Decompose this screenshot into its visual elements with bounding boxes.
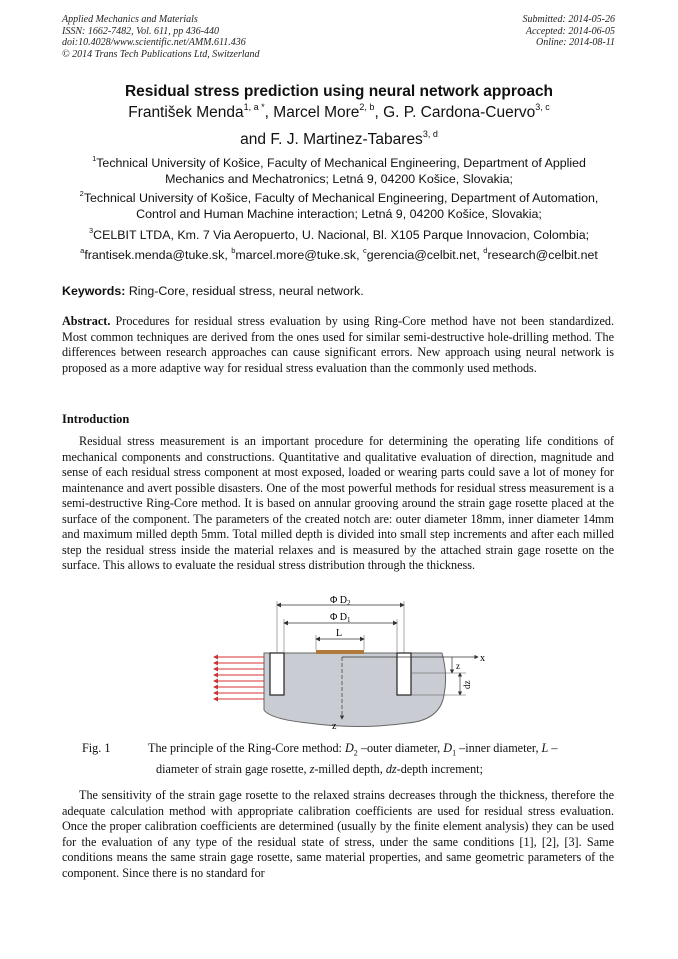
affiliation xyxy=(40,156,638,187)
paper-title: Residual stress prediction using neural network approach xyxy=(124,83,554,100)
online-date: Online: 2014-08-11 xyxy=(536,37,615,48)
ring-core-diagram xyxy=(208,595,498,733)
groove-right xyxy=(397,653,411,695)
caption-symbol: z xyxy=(309,762,315,777)
affiliation-line: Technical University of Košice, Faculty of Mechanical Engineering, Department of Applied xyxy=(96,156,586,170)
caption-symbol: dz xyxy=(385,762,397,777)
journal-header xyxy=(62,14,260,60)
affiliation-line: CELBIT LTDA, Km. 7 Via Aeropuerto, U. Nacional, Bl. X105 Parque Innovacion, Colombia; xyxy=(93,228,590,242)
caption-text: The principle of the Ring-Core method: xyxy=(148,741,345,755)
author-sup: 3, d xyxy=(422,129,438,139)
accepted-date: Accepted: 2014-06-05 xyxy=(525,25,615,37)
caption-text: –inner diameter, xyxy=(456,741,542,755)
email-sup: a xyxy=(80,246,85,255)
doi: doi:10.4028/www.scientific.net/AMM.611.436 xyxy=(62,37,246,48)
email-list: $^a$frantisek.menda@tuke.sk, $^b$marcel.more@tuke.sk, $^c$gerencia@celbit.net, $^d$research@celbit.net xyxy=(80,246,598,262)
caption-text: -milled depth, xyxy=(314,762,386,777)
author-sup: 3, c xyxy=(535,102,550,112)
email-sup: d xyxy=(483,246,488,255)
caption-symbol: D xyxy=(344,741,354,755)
caption-text: -depth increment; xyxy=(396,762,483,777)
email-link[interactable]: research@celbit.net xyxy=(487,248,598,262)
caption-text: diameter of strain gage rosette, xyxy=(156,762,310,777)
caption-text: – xyxy=(548,741,558,755)
caption-sub: 2 xyxy=(353,748,358,758)
author-list: František Menda$^{1, a *}$, Marcel More$^{2, b}$, G. P. Cardona-Cuervo$^{3, c}$ xyxy=(128,102,550,121)
x-axis-label: x xyxy=(480,653,485,664)
abstract-text: Procedures for residual stress evaluation by using Ring-Core method have not been standardized. Most common techniques are derived from the ones used for similar semi-destructive hole-drilling method. The differences between research approaches can cause significant errors. New approach using neural network is proposed as a more adaptive way for residual stress evaluation than the commonly used methods. xyxy=(62,314,615,375)
copyright: © 2014 Trans Tech Publications Ltd, Switzerland xyxy=(62,48,260,60)
email-link[interactable]: marcel.more@tuke.sk xyxy=(235,248,357,262)
author-name: František Menda xyxy=(128,104,244,121)
caption-symbol: D xyxy=(443,741,453,755)
keywords-label: Keywords: xyxy=(62,284,126,298)
abstract xyxy=(62,314,614,376)
dates-header xyxy=(523,14,616,49)
material-block xyxy=(264,653,446,727)
author-sup: 1, a * xyxy=(243,102,265,112)
affiliation-sup: 3 xyxy=(88,226,94,235)
affiliation-line: Technical University of Košice, Faculty of Mechanical Engineering, Department of Automation, xyxy=(83,191,599,205)
submitted-date: Submitted: 2014-05-26 xyxy=(522,14,615,25)
keywords-text: Ring-Core, residual stress, neural network. xyxy=(128,284,364,298)
figure-caption xyxy=(82,740,612,777)
caption-text: –outer diameter, xyxy=(357,741,444,755)
affiliation-line: Control and Human Machine interaction; Letná 9, 04200 Košice, Slovakia; xyxy=(136,206,542,221)
d2-label: Φ $D_2$ xyxy=(330,595,351,607)
email-link[interactable]: gerencia@celbit.net xyxy=(366,248,477,262)
email-link[interactable]: frantisek.menda@tuke.sk xyxy=(84,248,225,262)
caption-label: Fig. 1 xyxy=(82,741,111,755)
d1-label: Φ $D_1$ xyxy=(330,612,351,624)
z-axis-label: z xyxy=(332,721,337,732)
email-sup: c xyxy=(362,246,367,255)
groove-left xyxy=(270,653,284,695)
keywords xyxy=(62,284,364,298)
author-name: F. J. Martinez-Tabares xyxy=(270,131,423,148)
affiliation-line: Mechanics and Mechatronics; Letná 9, 04200 Košice, Slovakia; xyxy=(165,171,513,186)
paragraph: Residual stress measurement is an important procedure for determining the operating life conditions of mechanical components and constructions. Quantitative and qualitative evaluation of direction, magnitude and sense of each residual stress component at most exposed, loaded or wearing parts could save a lot of money for maintenance and avert possible disasters. One of the most powerful methods for residual stress measurement is a semi-destructive Ring-Core method. It is based on annular grooving around the strain gage rosette placed at the surface of the component. The parameters of the created notch are: outer diameter 18mm, inner diameter 14mm and maximum milled depth 5mm. Total milled depth is divided into small step increments and after each milled step the residual stress inside the material relaxes and is measured by the attached strain gage rosette on the surface. This allows to evaluate the residual stress distribution through the thickness. xyxy=(62,434,614,572)
section-heading: Introduction xyxy=(62,412,130,426)
author-list-cont: and F. J. Martinez-Tabares$^{3, d}$ xyxy=(240,129,438,148)
affiliation xyxy=(40,228,638,244)
email-sup: b xyxy=(231,246,236,255)
author-name: G. P. Cardona-Cuervo xyxy=(383,104,536,121)
stress-arrows-left xyxy=(214,657,264,699)
caption-sub: 1 xyxy=(452,748,457,758)
strain-gage xyxy=(316,650,364,654)
affiliation xyxy=(40,191,638,222)
author-sup: 2, b xyxy=(359,102,375,112)
issn: ISSN: 1662-7482, Vol. 611, pp 436-440 xyxy=(62,25,220,37)
caption-symbol: L xyxy=(541,741,549,755)
paragraph: The sensitivity of the strain gage rosette to the relaxed strains decreases through the thickness, therefore the adequate calculation method with appropriate calibration coefficients are used for residual stress evaluation. Once the proper calibration coefficients are determined (usually by the finite element analysis) they can be used for the evaluation of any type of the residual state of stress, under the same conditions [1], [2], [3]. Same conditions means the same strain gage rosette, same material properties, and same geometric parameters of the component. Since there is no standard for xyxy=(62,788,614,880)
z-label: z xyxy=(456,661,460,671)
dz-label: dz xyxy=(462,680,472,689)
journal-name: Applied Mechanics and Materials xyxy=(62,14,198,25)
abstract-label: Abstract. xyxy=(62,314,111,328)
l-label: L xyxy=(336,628,343,639)
affiliation-sup: 2 xyxy=(79,189,84,198)
affiliation-sup: 1 xyxy=(92,154,97,163)
author-name: Marcel More xyxy=(273,104,360,121)
